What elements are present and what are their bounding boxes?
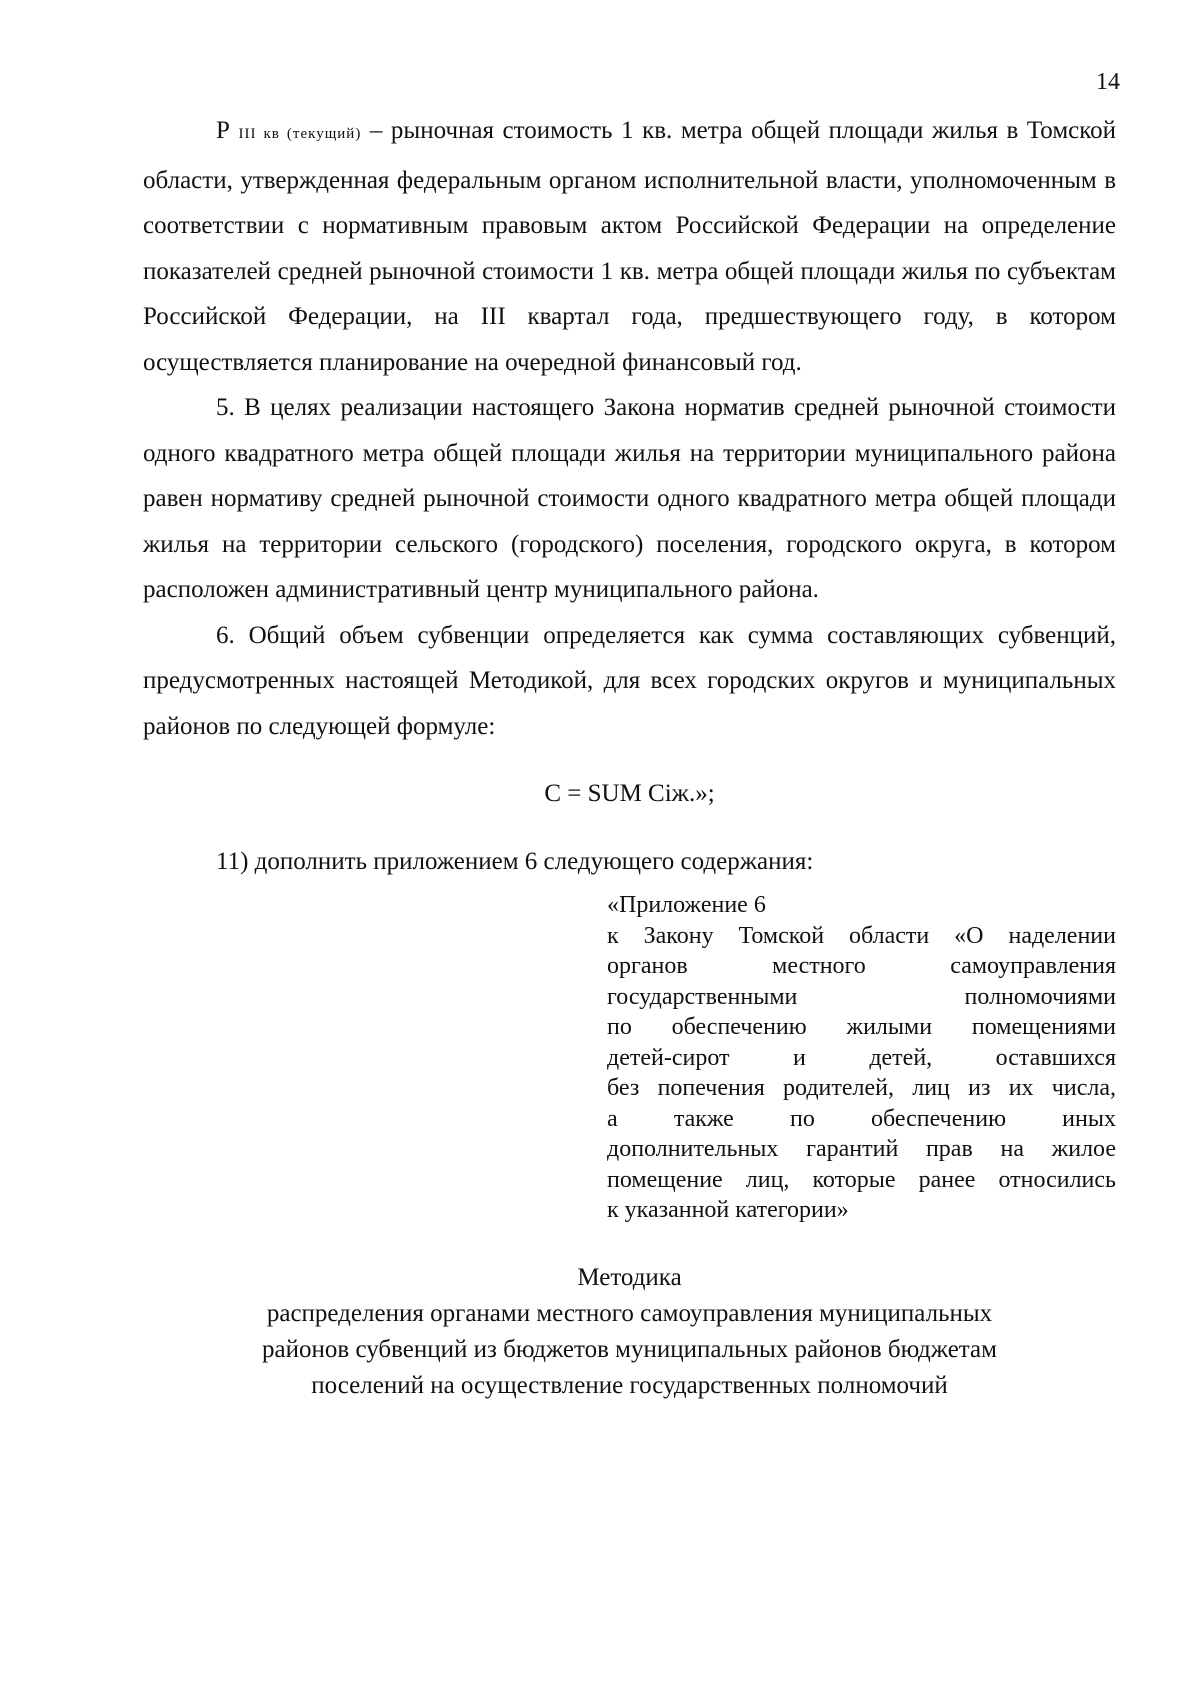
definition-symbol: Р — [216, 117, 230, 144]
paragraph-5: 5. В целях реализации настоящего Закона норматив средней рыночной стоимости одного квадратного метра общей площади жилья на территории муниципального района равен нормативу средней рыночной стоимости одного квадратного метра общей площади жилья на территории сельского (городского) поселения, городского округа, в котором расположен административный центр муниципального района. — [143, 394, 1116, 603]
methodology-subtitle-line: районов субвенций из бюджетов муниципальных районов бюджетам — [262, 1335, 997, 1363]
paragraph-6: 6. Общий объем субвенции определяется как сумма составляющих субвенций, предусмотренных настоящей Методикой, для всех городских округов и муниципальных районов по следующей формуле: — [143, 621, 1116, 740]
methodology-title: Методика — [577, 1263, 682, 1291]
formula: С = SUM Ciж.»; — [544, 780, 715, 807]
appendix-line: помещение лиц, которые ранее относились — [607, 1166, 1116, 1193]
definition-paragraph — [143, 108, 1116, 385]
appendix-line: детей-сирот и детей, оставшихся — [607, 1044, 1116, 1071]
appendix-line: к Закону Томской области «О наделении — [607, 922, 1116, 949]
methodology-subtitle-line: распределения органами местного самоуправления муниципальных — [266, 1299, 993, 1327]
page-number: 14 — [1096, 69, 1120, 95]
methodology-subtitle-line: поселений на осуществление государственных полномочий — [311, 1371, 948, 1399]
appendix-line: органов местного самоуправления — [607, 953, 1116, 979]
appendix-line: дополнительных гарантий прав на жилое — [607, 1136, 1116, 1162]
definition-text: – рыночная стоимость 1 кв. метра общей площади жилья в Томской области, утвержденная федеральным органом исполнительной власти, уполномоченным в соответствии с нормативным правовым актом Российской Федерации на определение показателей средней рыночной стоимости 1 кв. метра общей площади жилья по субъектам Российской Федерации, на III квартал года, предшествующего году, в котором осуществляется планирование на очередной финансовый год. — [143, 117, 1116, 376]
definition-symbol-subscript: III кв (текущий) — [238, 126, 362, 142]
appendix-header — [607, 890, 1116, 1226]
document-content — [143, 108, 1116, 1404]
appendix-line: по обеспечению жилыми помещениями — [607, 1014, 1116, 1040]
appendix-line: государственными полномочиями — [607, 983, 1116, 1010]
appendix-line: «Приложение 6 — [607, 892, 766, 918]
appendix-line: к указанной категории» — [607, 1197, 849, 1223]
appendix-line: а также по обеспечению иных — [607, 1105, 1116, 1132]
item-11: 11) дополнить приложением 6 следующего содержания: — [216, 847, 814, 875]
appendix-line: без попечения родителей, лиц из их числа, — [607, 1075, 1116, 1101]
